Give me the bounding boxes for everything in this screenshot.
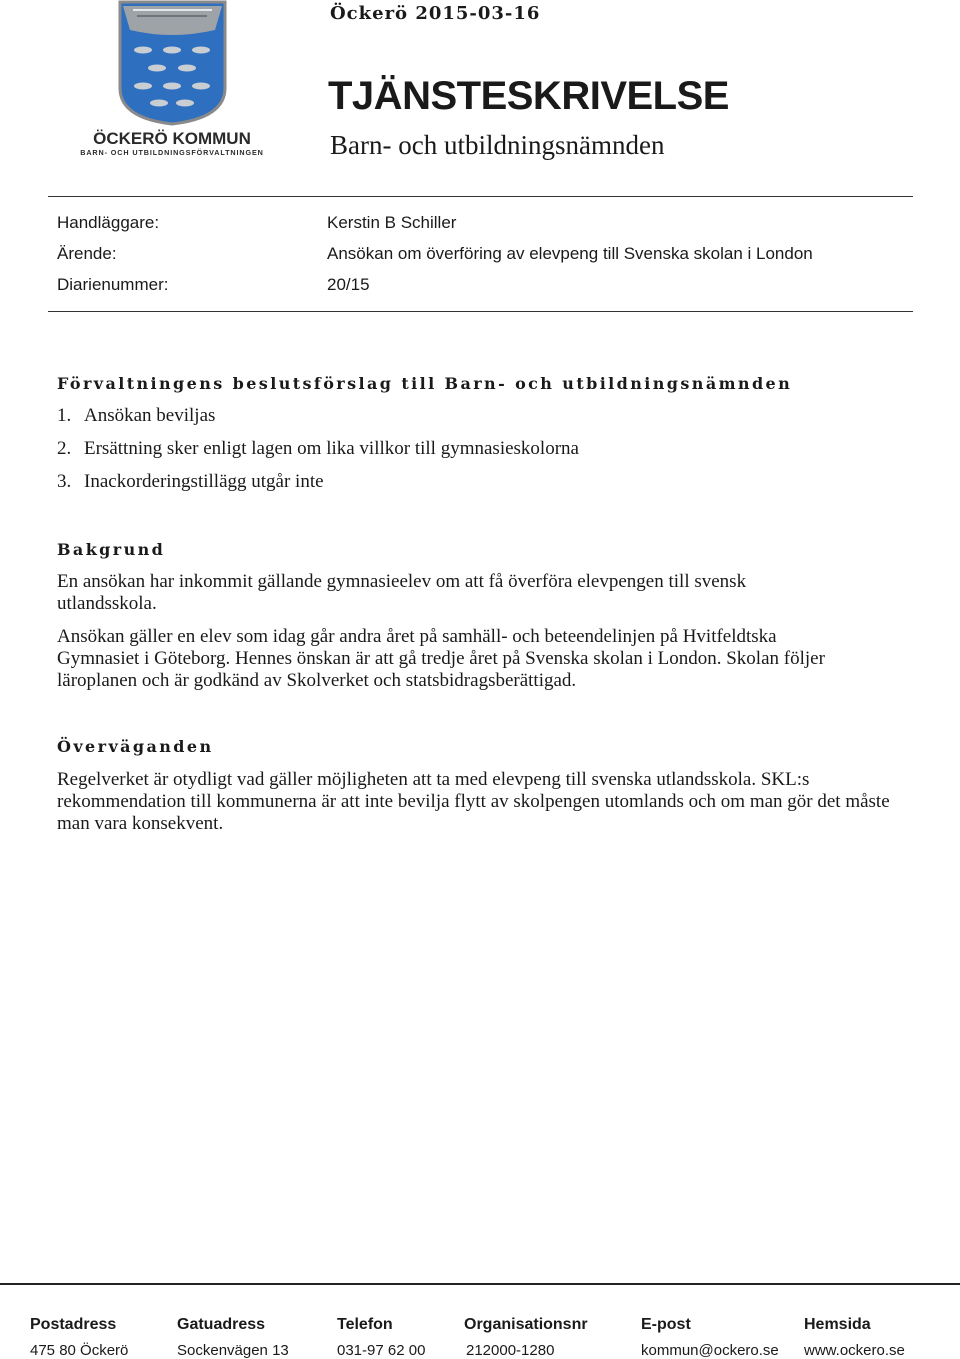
footer-divider [0,1283,960,1285]
footer-street-value: Sockenvägen 13 [177,1342,289,1359]
list-item [57,438,579,460]
footer-email-label: E-post [641,1316,691,1333]
handler-value: Kerstin B Schiller [327,213,457,232]
coat-of-arms-icon [55,0,290,160]
footer-postal-label: Postadress [30,1316,117,1333]
footer-orgnr-value: 212000-1280 [466,1342,555,1359]
logo-department: BARN- OCH UTBILDNINGSFÖRVALTNINGEN [80,148,264,157]
considerations-heading: Överväganden [57,737,214,756]
document-date: Öckerö 2015-03-16 [330,3,541,24]
list-item [57,405,215,427]
municipality-logo [55,0,290,160]
handler-label: Handläggare: [57,213,160,232]
diary-number-value: 20/15 [327,275,370,294]
footer-email-value[interactable]: kommun@ockero.se [641,1342,779,1359]
list-item-number: 1. [57,405,72,426]
document-subtitle: Barn- och utbildningsnämnden [330,130,665,160]
background-paragraph: Ansökan gäller en elev som idag går andra året på samhäll- och beteendelinjen på Hvitfeldtska Gymnasiet i Göteborg. Hennes önskan är att gå tredje året på Svenska skolan i London. Skolan följer läroplanen och är godkänd av Skolverket och statsbidragsberättigad. [57,626,825,691]
footer-phone-label: Telefon [337,1316,393,1333]
list-item-number: 3. [57,471,72,492]
footer-postal-value: 475 80 Öckerö [30,1342,129,1359]
case-value: Ansökan om överföring av elevpeng till Svenska skolan i London [327,244,813,263]
list-item-text: Ersättning sker enligt lagen om lika villkor till gymnasieskolorna [84,438,579,459]
footer-street-label: Gatuadress [177,1316,266,1333]
top-divider [48,196,913,197]
footer-website-value[interactable]: www.ockero.se [804,1342,905,1359]
list-item-text: Ansökan beviljas [84,405,216,426]
background-heading: Bakgrund [57,540,166,559]
document-title: TJÄNSTESKRIVELSE [328,74,729,118]
considerations-paragraph: Regelverket är otydligt vad gäller möjligheten att ta med elevpeng till svenska utlandsskola. SKL:s rekommendation till kommunerna är att inte bevilja flytt av skolpengen utomlands och om man gör det måste man vara konsekvent. [57,769,890,834]
footer-website-label: Hemsida [804,1316,871,1333]
list-item-number: 2. [57,438,72,459]
case-label: Ärende: [57,244,117,263]
list-item [57,471,324,493]
footer-orgnr-label: Organisationsnr [464,1316,588,1333]
diary-number-label: Diarienummer: [57,275,169,294]
background-paragraph: En ansökan har inkommit gällande gymnasieelev om att få överföra elevpengen till svensk utlandsskola. [57,571,747,614]
footer-phone-value: 031-97 62 00 [337,1342,426,1359]
logo-name: ÖCKERÖ KOMMUN [93,129,251,148]
meta-divider [48,311,913,312]
list-item-text: Inackorderingstillägg utgår inte [84,471,324,492]
proposal-heading: Förvaltningens beslutsförslag till Barn- och utbildningsnämnden [57,374,793,393]
